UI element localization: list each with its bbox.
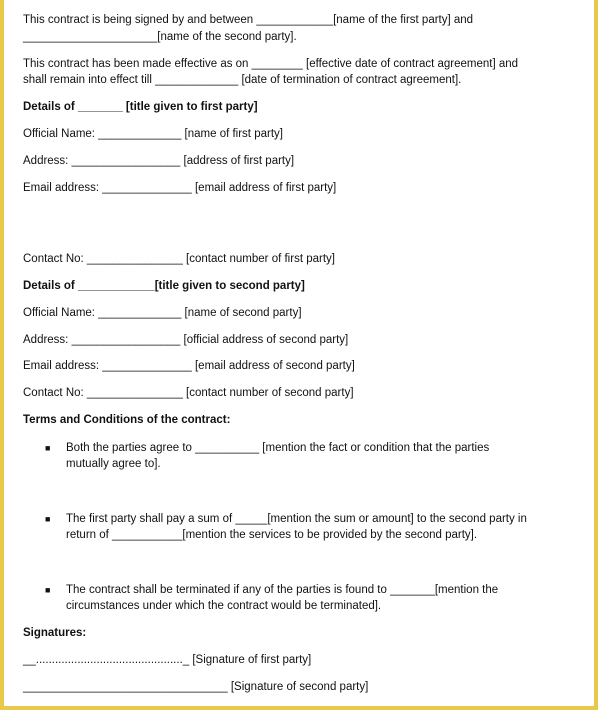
party1-contact: Contact No: _______________ [contact number of first party] <box>23 253 335 265</box>
term-2-line-1: The first party shall pay a sum of _____[mention the sum or amount] to the second party in <box>66 513 527 525</box>
intro-line-1: This contract is being signed by and between ____________[name of the first party] and <box>23 14 474 26</box>
party2-address: Address: _________________ [official address of second party] <box>23 334 349 346</box>
party1-official-name: Official Name: _____________ [name of first party] <box>23 128 283 140</box>
term-3-line-2: circumstances under which the contract would be terminated]. <box>66 600 382 612</box>
signature-first-party: __.............................................._ [Signature of first party] <box>23 654 312 666</box>
term-2-line-2: return of ___________[mention the services to be provided by the second party]. <box>66 529 478 541</box>
party1-heading: Details of _______ [title given to first party] <box>23 101 258 113</box>
term-1-line-1: Both the parties agree to __________ [mention the fact or condition that the parties <box>66 442 490 454</box>
term-1-line-2: mutually agree to]. <box>66 458 161 470</box>
contract-page <box>4 0 594 706</box>
terms-heading: Terms and Conditions of the contract: <box>23 414 231 426</box>
party2-email: Email address: ______________ [email address of second party] <box>23 360 355 372</box>
party1-email: Email address: ______________ [email address of first party] <box>23 182 337 194</box>
signatures-heading: Signatures: <box>23 627 87 639</box>
party2-official-name: Official Name: _____________ [name of second party] <box>23 307 302 319</box>
signature-second-party: ________________________________ [Signature of second party] <box>23 681 369 693</box>
bullet-marker: ■ <box>45 514 51 524</box>
bullet-marker: ■ <box>45 585 51 595</box>
party2-heading: Details of ____________[title given to second party] <box>23 280 305 292</box>
party1-address: Address: _________________ [address of first party] <box>23 155 295 167</box>
effective-line-1: This contract has been made effective as on ________ [effective date of contract agreement] and <box>23 58 519 70</box>
party2-contact: Contact No: _______________ [contact number of second party] <box>23 387 354 399</box>
bullet-marker: ■ <box>45 443 51 453</box>
intro-line-2: _____________________[name of the second party]. <box>23 31 297 43</box>
effective-line-2: shall remain into effect till _____________ [date of termination of contract agreement]. <box>23 74 462 86</box>
term-3-line-1: The contract shall be terminated if any of the parties is found to _______[mention the <box>66 584 499 596</box>
